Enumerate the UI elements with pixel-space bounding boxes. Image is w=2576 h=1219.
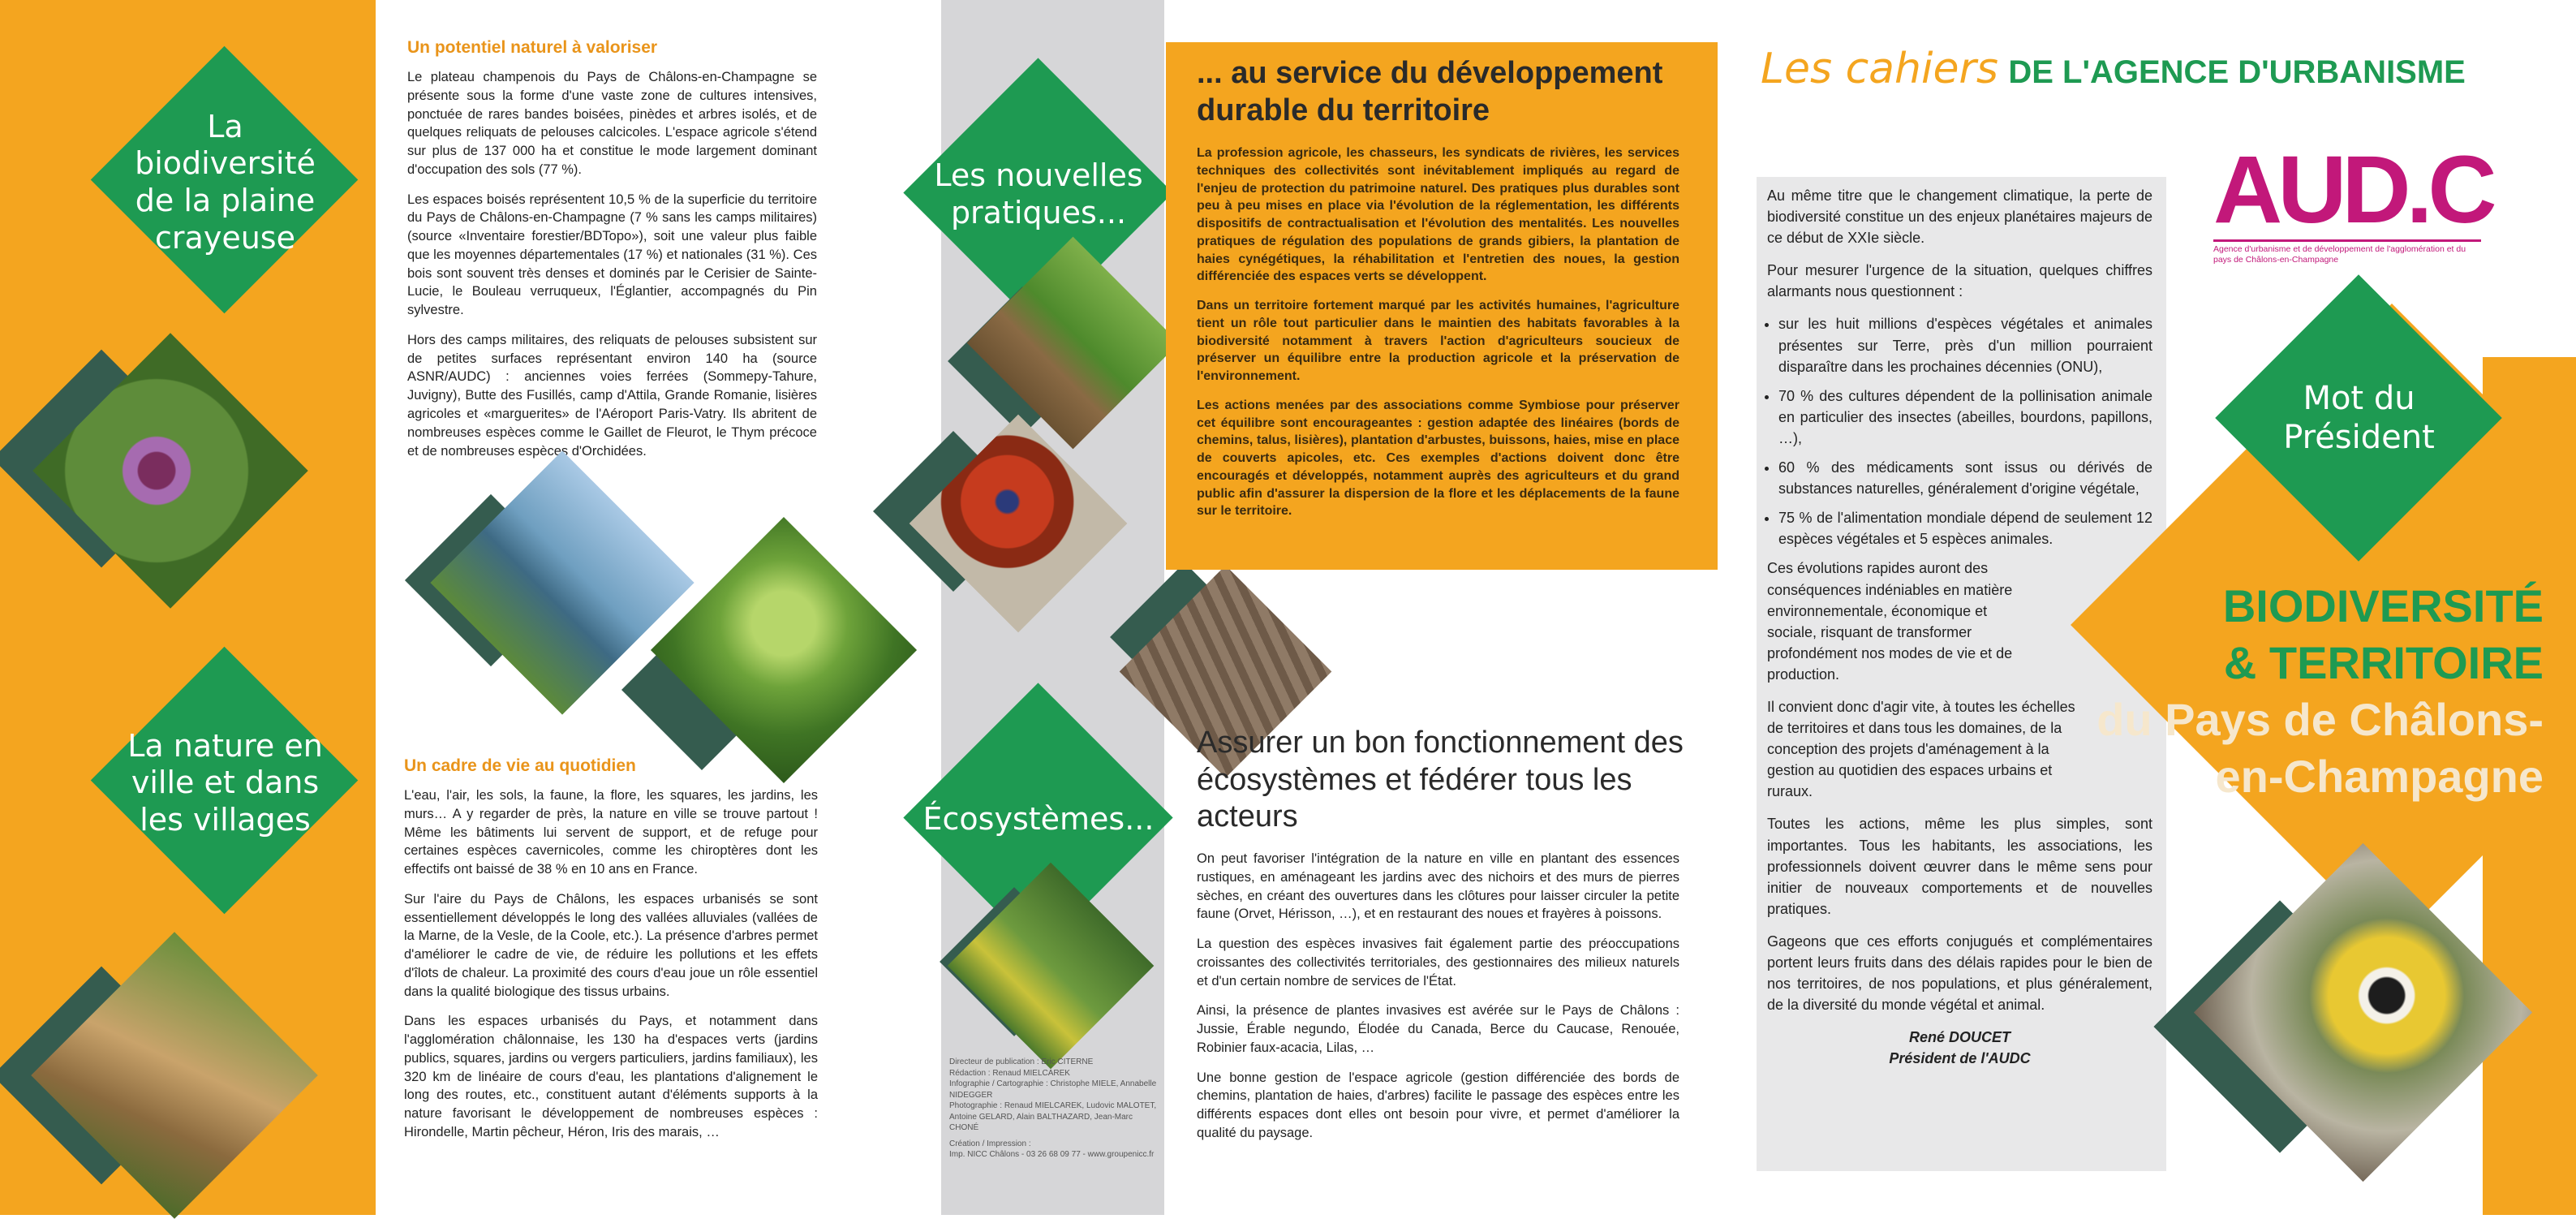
paragraph: Ces évolutions rapides auront des conséquences indéniables en matière environnementale, économique et sociale, risquant de transformer profondément nos modes de vie et de production. [1767, 560, 2013, 683]
audc-logo-text: AUD.C [2213, 136, 2492, 243]
agence-label: DE L'AGENCE D'URBANISME [2008, 54, 2466, 90]
list-item: • 75 % de l'alimentation mondiale dépend de seulement 12 espèces végétales et 5 espèces animales. [1778, 507, 2152, 549]
paragraph: L'eau, l'air, les sols, la faune, la flore, les squares, les jardins, les murs… A y regarder de près, la nature en ville se trouve partout ! Même les bâtiments lui servent de support, et de refuge pour certaines espèces cavernicoles, comme les chiroptères dont les effectifs ont baissé de 38 % en 10 ans en France. [404, 787, 818, 877]
panel4-title: ... au service du développement durable du territoire [1197, 56, 1663, 127]
title-pays: du Pays de Châlons- [2096, 694, 2544, 745]
list-item: • sur les huit millions d'espèces végétales et animales présentes sur Terre, près d'un million pourraient disparaître dans les prochaines décennies (ONU), [1778, 313, 2152, 377]
paragraph: Le plateau champenois du Pays de Châlons-en-Champagne se présente sous la forme d'une vaste zone de cultures intensives, ponctuée de rares bandes boisées, pinèdes et arbres isolés, et de quelques reliquats de pelouses calcicoles. L'espace agricole s'étend sur plus de 137 000 ha et constitue le mode largement dominant d'occupation des sols (77 %). [407, 69, 817, 177]
paragraph: Les actions menées par des associations comme Symbiose pour préserver cet équilibre sont encourageantes : gestion adaptée des linéaires (bords de chemins, talus, lisières), plantation d'arbustes, buissons, haies, mise en place de couverts apicoles, etc. Ces exemples d'actions doivent donc être encouragés et développés, notamment auprès des agriculteurs et du grand public afin d'assurer la dispersion de la flore et les déplacements de la faune sur le territoire. [1197, 398, 1679, 519]
paragraph: Toutes les actions, même les plus simples, sont importantes. Tous les habitants, les associations, les professionnels doivent œuvrer dans le même sens pour initier de nouveaux comportements et de nouvelles pratiques. [1767, 816, 2152, 917]
credit-line: Directeur de publication : Eric CITERNE [949, 1057, 1094, 1066]
cahiers-script: Les cahiers [1761, 45, 1998, 93]
credits-block [949, 1057, 1160, 1161]
diamond-nouvelles-pratiques-label: Les nouvelles pratiques... [934, 157, 1143, 230]
paragraph: Sur l'aire du Pays de Châlons, les espaces urbanisés se sont essentiellement développés le long des vallées alluviales (vallées de la Marne, de la Vesle, de la Coole, etc.). La présence d'arbres permet d'améliorer le cadre de vie, de réduire les pollutions et les effets d'îlots de chaleur. La proximité des cours d'eau joue un rôle essentiel dans la qualité biologique des tissus urbains. [404, 891, 818, 999]
paragraph: On peut favoriser l'intégration de la nature en ville en plantant des essences rustiques, en aménageant les jardins avec des nichoirs et des murs de pierres sèches, en créant des ouvertures dans les clôtures pour laisser circuler la petite faune (Orvet, Hérisson, …), et en restaurant des noues et frayères à poissons. [1197, 851, 1679, 922]
title-territoire: & TERRITOIRE [2223, 637, 2544, 688]
list-item: • 70 % des cultures dépendent de la pollinisation animale en particulier des insectes (abeilles, bourdons, papillons, …), [1778, 386, 2152, 449]
paragraph: Une bonne gestion de l'espace agricole (gestion différenciée des bords de chemins, plantation de haies, d'arbres) facilite le passage des espèces entre les différents espaces dont elles ont besoin pour vivre, et permet d'améliorer la qualité du paysage. [1197, 1070, 1679, 1140]
paragraph: Hors des camps militaires, des reliquats de pelouses subsistent sur de petites surfaces représentant environ 140 ha (source ASNR/AUDC) : anciennes voies ferrées (Sommepy-Tahure, Juvigny), Butte des Fusillés, camp d'Attila, Grande Romanie, lisières agricoles et «marguerites» de l'Aéroport Paris-Vatry. Ils abritent de nombreuses espèces comme le Gaillet de Fleurot, le Thym précoce et de nombreuses espèces d'Orchidées. [407, 332, 817, 459]
cover-title [2077, 578, 2544, 805]
paragraph: La question des espèces invasives fait également partie des préoccupations croissantes des collectivités territoriales, des gestionnaires des milieux naturels et d'un certain nombre de services de l'État. [1197, 937, 1679, 989]
heading-potentiel: Un potentiel naturel à valoriser [407, 38, 658, 57]
title-biodiversite: BIODIVERSITÉ [2222, 580, 2544, 631]
bird-photo [2194, 843, 2532, 1182]
credit-line: Infographie / Cartographie : Christophe MIELE, Annabelle NIDEGGER [949, 1079, 1157, 1100]
cahiers-label [1761, 45, 2556, 93]
panel2-top-text [407, 37, 817, 472]
panel2-bottom-text [404, 755, 818, 1153]
paragraph: Les espaces boisés représentent 10,5 % de la superficie du territoire du Pays de Châlons-en-Champagne (7 % sans les camps militaires) (source «Inventaire forestier/BDTopo»), soit une valeur plus faible que les moyennes départementales (17 %) et nationales (31 %). Ces bois sont souvent très denses et dominés par le Cerisier de Sainte-Lucie, le Bouleau verruqueux, l'Églantier, accompagnés du Pin sylvestre. [407, 192, 817, 318]
paragraph: Au même titre que le changement climatique, la perte de biodiversité constitue un des enjeux planétaires majeurs de ce début de XXIe siècle. [1767, 187, 2152, 247]
paragraph: Ainsi, la présence de plantes invasives est avérée sur le Pays de Châlons : Jussie, Érable negundo, Élodée du Canada, Berce du Caucase, Renouée, Robinier faux-acacia, Lilas, … [1197, 1003, 1679, 1055]
title-champagne: en-Champagne [2215, 751, 2544, 802]
paragraph: La profession agricole, les chasseurs, les syndicats de rivières, les services techniques des collectivités sont inévitablement impliqués au regard de l'enjeu de protection du patrimoine naturel. Des pratiques plus durables sont peu à peu mises en place via l'évolution de la réglementation, les différents dispositifs de contractualisation et l'évolution des mentalités. Les nouvelles pratiques de régulation des populations de grands gibiers, la plantation de haies cynégétiques, la réhabilitation et l'entretien des noues, la gestion différenciée des espaces verts se développent. [1197, 146, 1679, 284]
audc-logo-subtitle: Agence d'urbanisme et de développement de l'agglomération et du pays de Châlons-en-Champagne [2213, 239, 2481, 265]
paragraph: Dans un territoire fortement marqué par les activités humaines, l'agriculture tient un rôle tout particulier dans le maintien des habitats favorables à la biodiversité notamment à travers l'action d'agriculteurs soucieux de préserver un équilibre entre la production agricole et la préservation de l'environnement. [1197, 299, 1679, 383]
panel4-orange-text [1197, 144, 1679, 532]
audc-logo [2213, 136, 2492, 265]
heading-cadre-de-vie: Un cadre de vie au quotidien [404, 756, 636, 775]
paragraph: Il convient donc d'agir vite, à toutes les échelles de territoires et dans tous les domaines, de la conception des projets d'aménagement à la gestion au quotidien des espaces urbains et ruraux. [1767, 698, 2075, 800]
paragraph: Dans les espaces urbanisés du Pays, et notamment dans l'agglomération châlonnaise, les 130 ha d'espaces verts (jardins publics, squares, jardins ou vergers particuliers, jardins familiaux), les 320 km de linéaire de cours d'eau, les plantations d'alignement le long des routes, etc., constituent autant d'éléments supports à la nature favorisant le développement de nombreuses espèces : Hirondelle, Martin pêcheur, Héron, Iris des marais, … [404, 1014, 818, 1139]
statistics-list [1767, 313, 2152, 549]
panel4-bottom-text [1197, 850, 1679, 1154]
panel4-subtitle: Assurer un bon fonctionnement des écosystèmes et fédérer tous les acteurs [1197, 726, 1684, 834]
paragraph: Gageons que ces efforts conjugués et complémentaires portent leurs fruits dans des délais rapides pour le bien de nos territoires, de nos populations, et plus généralement, de la diversité du monde végétal et animal. [1767, 933, 2152, 1014]
diamond-biodiversite-label: La biodiversité de la plaine crayeuse [135, 108, 316, 256]
signature-name: René DOUCET [1908, 1029, 2010, 1046]
credit-line: Création / Impression : [949, 1139, 1031, 1148]
paragraph: Pour mesurer l'urgence de la situation, quelques chiffres alarmants nous questionnent : [1767, 262, 2152, 300]
credit-line: Rédaction : Renaud MIELCAREK [949, 1068, 1070, 1078]
diamond-nature-ville-label: La nature en ville et dans les villages [127, 727, 323, 838]
signature-title: Président de l'AUDC [1889, 1050, 2031, 1067]
list-item: • 60 % des médicaments sont issus ou dérivés de substances naturelles, généralement d'origine végétale, [1778, 457, 2152, 499]
credit-line: Imp. NICC Châlons - 03 26 68 09 77 - www.groupenicc.fr [949, 1150, 1155, 1159]
diamond-ecosystemes-label: Écosystèmes... [922, 801, 1155, 838]
credit-line: Photographie : Renaud MIELCAREK, Ludovic MALOTET, Antoine GELARD, Alain BALTHAZARD, Jean-Marc CHONÉ [949, 1101, 1157, 1132]
mot-president-label: Mot du Président [2283, 380, 2435, 456]
